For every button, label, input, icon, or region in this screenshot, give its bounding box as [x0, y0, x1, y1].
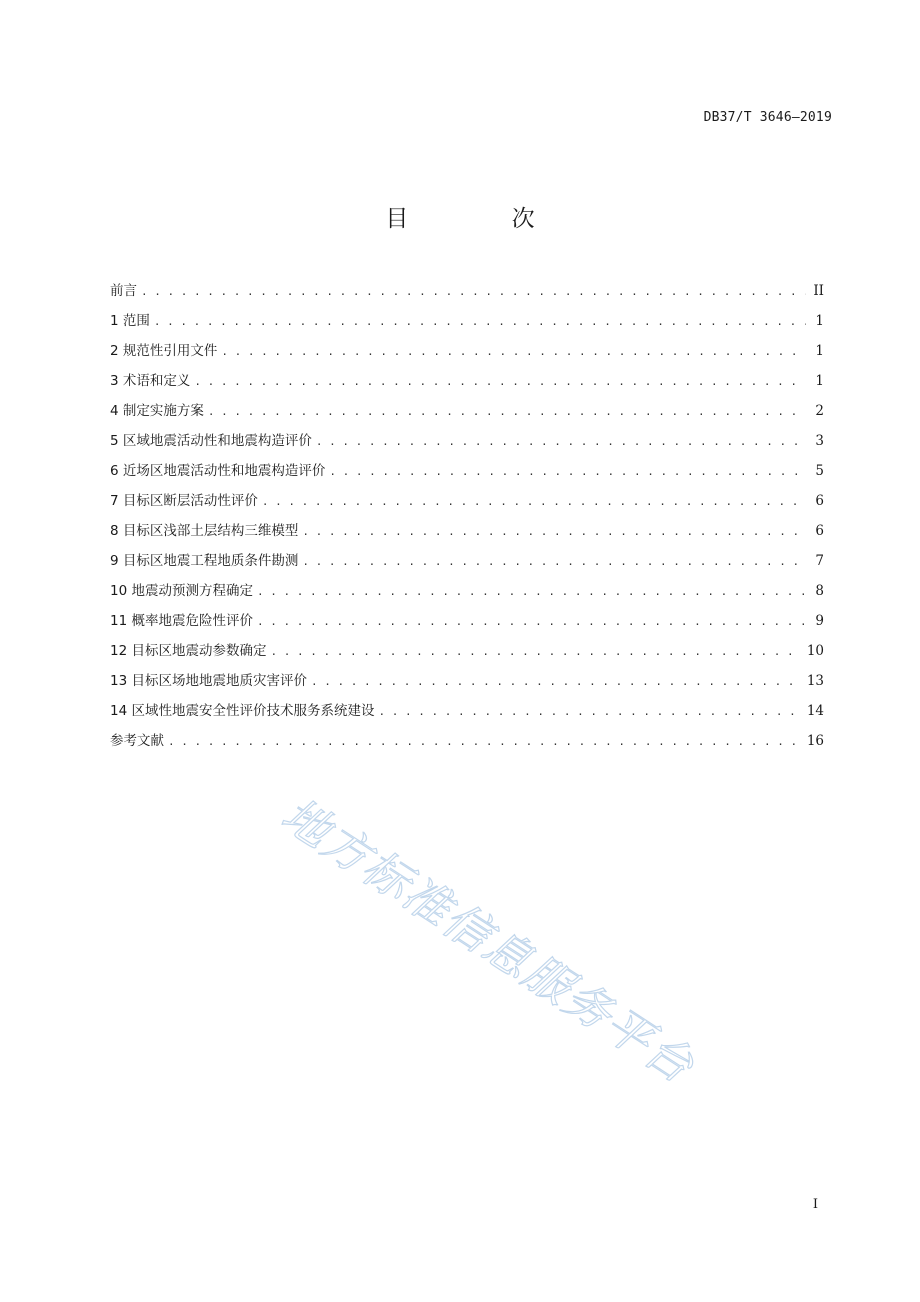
toc-entry-references[interactable] — [110, 726, 824, 756]
toc-entry-page: 5 — [815, 463, 824, 479]
toc-entry-label: 3 术语和定义 — [110, 373, 191, 389]
toc-entry-page: 9 — [815, 613, 824, 629]
toc-dot-leader — [257, 577, 806, 607]
toc-entry-label: 9 目标区地震工程地质条件勘测 — [110, 553, 299, 569]
toc-entry-label: 12 目标区地震动参数确定 — [110, 643, 267, 659]
toc-entry-page: II — [813, 283, 824, 299]
toc-entry-label: 8 目标区浅部土层结构三维模型 — [110, 523, 299, 539]
toc-entry-label: 11 概率地震危险性评价 — [110, 613, 253, 629]
toc-entry-page: 16 — [806, 733, 824, 749]
toc-dot-leader — [316, 427, 806, 457]
toc-entry-label: 4 制定实施方案 — [110, 403, 204, 419]
toc-entry-foreword[interactable] — [110, 276, 824, 306]
toc-entry-14[interactable] — [110, 696, 824, 726]
toc-entry-11[interactable] — [110, 606, 824, 636]
watermark: 地方标准信息服务平台 — [272, 787, 705, 1094]
toc-entry-1[interactable] — [110, 306, 824, 336]
toc-entry-page: 8 — [815, 583, 824, 599]
toc-dot-leader — [208, 397, 806, 427]
toc-entry-page: 14 — [806, 703, 824, 719]
toc-entry-label: 前言 — [110, 283, 137, 299]
toc-entry-page: 6 — [815, 493, 824, 509]
toc-entry-label: 14 区域性地震安全性评价技术服务系统建设 — [110, 703, 375, 719]
toc-entry-label: 6 近场区地震活动性和地震构造评价 — [110, 463, 326, 479]
toc-entry-label: 13 目标区场地地震地质灾害评价 — [110, 673, 307, 689]
toc-entry-page: 7 — [815, 553, 824, 569]
toc-entry-8[interactable] — [110, 516, 824, 546]
toc-entry-2[interactable] — [110, 336, 824, 366]
toc-entry-4[interactable] — [110, 396, 824, 426]
toc-entry-12[interactable] — [110, 636, 824, 666]
toc-dot-leader — [257, 607, 806, 637]
toc-dot-leader — [168, 727, 801, 757]
toc-entry-page: 3 — [815, 433, 824, 449]
toc-dot-leader — [329, 457, 806, 487]
toc-entry-page: 10 — [806, 643, 824, 659]
page-number: I — [812, 1197, 818, 1212]
toc-entry-page: 1 — [815, 343, 824, 359]
toc-entry-label: 7 目标区断层活动性评价 — [110, 493, 258, 509]
toc-entry-label: 参考文献 — [110, 733, 164, 749]
toc-dot-leader — [141, 277, 806, 307]
toc-dot-leader — [302, 517, 806, 547]
toc-entry-7[interactable] — [110, 486, 824, 516]
toc-dot-leader — [221, 337, 806, 367]
toc-entry-6[interactable] — [110, 456, 824, 486]
toc-entry-5[interactable] — [110, 426, 824, 456]
toc-entry-3[interactable] — [110, 366, 824, 396]
toc-entry-page: 1 — [815, 313, 824, 329]
toc-entry-page: 2 — [815, 403, 824, 419]
page-title: 目 次 — [385, 206, 583, 232]
toc-dot-leader — [270, 637, 800, 667]
toc-entry-13[interactable] — [110, 666, 824, 696]
toc-entry-label: 5 区域地震活动性和地震构造评价 — [110, 433, 312, 449]
toc-entry-page: 13 — [806, 673, 824, 689]
toc-dot-leader — [302, 547, 806, 577]
toc-dot-leader — [154, 307, 806, 337]
toc-entry-label: 10 地震动预测方程确定 — [110, 583, 253, 599]
toc-entry-label: 2 规范性引用文件 — [110, 343, 218, 359]
toc-entry-10[interactable] — [110, 576, 824, 606]
toc-dot-leader — [378, 697, 800, 727]
table-of-contents — [110, 276, 824, 756]
toc-entry-page: 6 — [815, 523, 824, 539]
toc-dot-leader — [194, 367, 806, 397]
toc-entry-page: 1 — [815, 373, 824, 389]
toc-dot-leader — [262, 487, 806, 517]
toc-entry-9[interactable] — [110, 546, 824, 576]
document-number: DB37/T 3646—2019 — [703, 110, 832, 125]
toc-dot-leader — [311, 667, 801, 697]
toc-entry-label: 1 范围 — [110, 313, 150, 329]
